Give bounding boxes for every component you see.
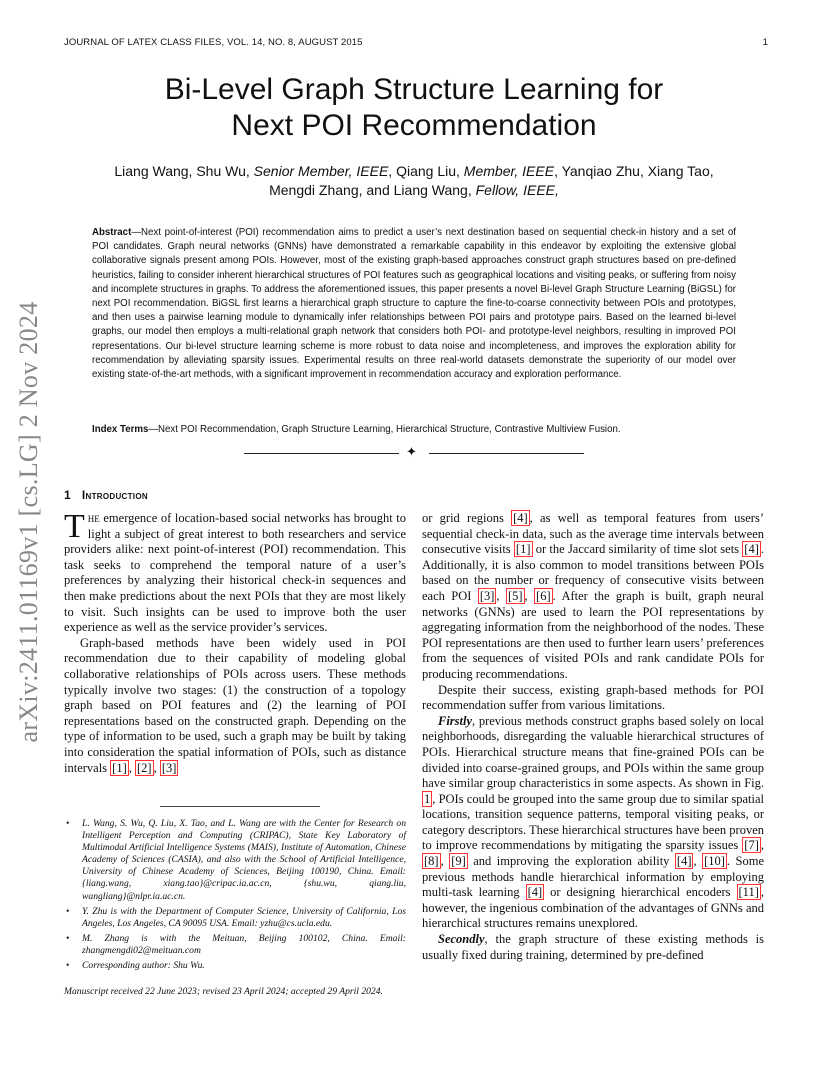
arxiv-stamp-text: arXiv:2411.01169v1 [cs.LG] 2 Nov 2024	[14, 301, 43, 743]
index-terms-label: Index Terms	[92, 424, 149, 435]
footnote-rule	[160, 806, 320, 807]
citation-link[interactable]: [4]	[676, 854, 692, 869]
manuscript-note: Manuscript received 22 June 2023; revised 23 April 2024; accepted 29 April 2024.	[64, 986, 383, 997]
section-heading	[64, 488, 148, 502]
paragraph-text: . After the graph is built, graph neural networks (GNNs) are used to learn the POI representations by aggregating information from the neighborhood of the nodes. These POI representations are then used to further learn users’ preferences from the sequences of visited POIs and rank candidate POIs for producing recommendations.	[422, 588, 765, 681]
separator-star-icon: ✦	[406, 445, 417, 460]
index-terms-text: —Next POI Recommendation, Graph Structure Learning, Hierarchical Structure, Contrastive Multiview Fusion.	[148, 424, 621, 435]
paragraph: Graph-based methods have been widely used in POI recommendation due to their capability of modeling global collaborative relationships of POIs across users. These methods typically involve two stages: (1) the construction of a topology graph based on POI features and (2) the learning of POI representations based on the constructed graph. Depending on the type of information to be used, such a graph may be built by taking into consideration the spatial information of POIs, such as distance intervals [1] , [2] , [3]	[64, 635, 406, 775]
citation-link[interactable]: [11]	[738, 885, 759, 900]
paper-title	[64, 72, 764, 144]
abstract	[92, 226, 736, 382]
paragraph-text: Despite their success, existing graph-based methods for POI recommendation suffer from various limitations.	[422, 682, 764, 713]
citation-link[interactable]: [2]	[137, 760, 152, 775]
citation-link[interactable]: [7]	[744, 838, 759, 853]
separator-line-left	[244, 453, 399, 454]
citation-link[interactable]: [8]	[424, 854, 439, 869]
drop-cap: T	[64, 508, 85, 545]
small-caps-word: he	[87, 511, 100, 525]
citation-link[interactable]: [1]	[515, 542, 531, 557]
page-number: 1	[762, 37, 768, 48]
citation-link[interactable]: [4]	[513, 511, 528, 525]
paragraph-text: or designing hierarchical encoders	[544, 885, 737, 900]
left-column	[64, 508, 406, 776]
citation-link[interactable]: [4]	[744, 542, 759, 557]
paragraph-text: , however, the ingenious combination of the advantages of GNNs and hierarchical structures remains unexplored.	[422, 885, 764, 931]
author-title: Fellow, IEEE,	[475, 182, 559, 198]
paragraph-text: , POIs could be grouped into the same group due to similar spatial locations, transition sequence patterns, temporal visiting peaks, or category descriptors. These hierarchical structures have been proven to improve recommendations by mitigating the sparsity issues	[422, 791, 764, 853]
paragraph-text: or the Jaccard similarity of time slot sets	[532, 542, 743, 557]
paragraph	[64, 508, 406, 636]
citation-link[interactable]: [3]	[479, 588, 495, 603]
abstract-text: —Next point-of-interest (POI) recommendation aims to predict a user’s next destination based on sequential check-in history and a set of POI candidates. Graph neural networks (GNNs) have demonstrated a remarkable capability in this endeavor by exploiting the extensive global collaborative signals present among POIs. However, most of the existing graph-based approaches construct graph structures based on pre-defined heuristics, failing to consider inherent hierarchical structures of POI features such as geographical locations and visiting peaks, or suffering from noisy and incomplete structures in graphs. To address the aforementioned issues, this paper presents a novel Bi-level Graph Structure Learning (BiGSL) for next POI recommendation. BiGSL first learns a hierarchical graph structure to capture the fine-to-coarse connectivity between POIs and prototypes, and then uses a pairwise learning module to dynamically infer relationships between POI pairs and prototype pairs. Based on the learned bi-level graphs, our model then employs a multi-relational graph network that considers both POI- and prototype-level neighbors, resulting in improved POI representations. Our bi-level structure learning scheme is more robust to data noise and incompleteness, and improves the exploration ability for recommendation by alleviating sparsity issues. Experimental results on three real-world datasets demonstrate the superiority of our model over existing state-of-the-art methods, with a significant improvement in recommendation accuracy and exploration performance.	[92, 227, 736, 381]
citation-link[interactable]: [3]	[161, 760, 177, 775]
lead-word: Secondly	[438, 932, 485, 947]
figure-link[interactable]: 1	[424, 791, 431, 806]
citation-link[interactable]: [4]	[527, 885, 543, 900]
paragraph-text: . Additionally, it is also common to model transitions between POIs based on the number or frequency of consecutive visits between each POI	[422, 542, 764, 603]
separator-line-right	[429, 453, 584, 454]
paragraph-text: , previous methods construct graphs based solely on local neighborhoods, disregarding the valuable hierarchical structures of POIs. Hierarchical structure means that fine-grained POIs can be divided into coarse-grained groups, and POIs within the same group have similar group characteristics in some aspects. As shown in Fig.	[422, 713, 764, 791]
footnotes	[64, 818, 406, 975]
author-title: Senior Member, IEEE	[253, 163, 389, 179]
section-number: 1	[64, 488, 71, 502]
authors-text: Liang Wang, Shu Wu,	[114, 163, 254, 179]
section-separator	[244, 445, 584, 460]
paragraph-text: , as well as temporal features from users’ sequential check-in data, such as the average time intervals between consecutive visits	[422, 511, 764, 557]
paragraph-text: or grid regions	[422, 511, 512, 525]
running-header	[64, 37, 768, 48]
footnote-item: • L. Wang, S. Wu, Q. Liu, X. Tao, and L. Wang are with the Center for Research on Intelligent Perception and Computing (CRIPAC), State Key Laboratory of Multimodal Artificial Intelligence Systems (MAIS), Institute of Automation, Chinese Academy of Sciences (CASIA), and also with the School of Artificial Intelligence, University of Chinese Academy of Sciences, Beijing 100190, China. Email: {liang.wang, xiang.tao}@cripac.ia.ac.cn, {shu.wu, qiang.liu, wangliang}@nlpr.ia.ac.cn.	[82, 818, 406, 903]
paragraph-text: , the graph structure of these existing methods is usually fixed during training, determined by pre-defined	[422, 932, 764, 962]
arxiv-stamp	[9, 287, 49, 757]
citation-link[interactable]: [6]	[536, 588, 551, 603]
footnote-item: • Y. Zhu is with the Department of Computer Science, University of California, Los Angeles, Los Angeles, CA 90095 USA. Email: yzhu@cs.ucla.edu.	[82, 906, 406, 930]
author-title: Member, IEEE	[463, 163, 555, 179]
citation-link[interactable]: [5]	[507, 588, 523, 603]
paragraph-text: emergence of location-based social networks has brought to light a subject of great interest to both researchers and service providers alike: next point-of-interest (POI) recommendation. This task seeks to comprehend the temporal nature of a user’s preferences by analyzing their historical check-in sequences and then make predictions about the next POIs that they are most likely to visit. Such insights can be used to improve both the user experience as well as the service provider’s services.	[64, 511, 406, 635]
footnote-item: • Corresponding author: Shu Wu.	[82, 960, 406, 972]
journal-name: JOURNAL OF LATEX CLASS FILES, VOL. 14, NO. 8, AUGUST 2015	[64, 37, 363, 48]
index-terms	[92, 423, 736, 437]
author-list	[64, 162, 764, 200]
title-line-2: Next POI Recommendation	[231, 109, 597, 142]
author-line-2	[64, 181, 764, 200]
right-column	[422, 511, 764, 963]
paragraph	[422, 683, 764, 714]
author-line-1	[64, 162, 764, 181]
title-line-1: Bi-Level Graph Structure Learning for	[164, 73, 664, 106]
citation-link[interactable]: [9]	[451, 854, 466, 869]
paragraph-text: and improving the exploration ability	[467, 854, 675, 869]
abstract-label: Abstract	[92, 227, 132, 238]
paragraph-text: . Some previous methods handle hierarchical information by employing multi-task learning	[422, 854, 764, 900]
section-title: Introduction	[81, 488, 148, 502]
paragraph: Firstly, previous methods construct graphs based solely on local neighborhoods, disregarding the valuable hierarchical structures of POIs. Hierarchical structure means that fine-grained POIs can be divided into coarse-grained groups, and POIs within the same group have similar group characteristics in some aspects. As shown in Fig. 1 , POIs could be grouped into the same group due to similar spatial locations, transition sequence patterns, temporal visiting peaks, or category descriptors. These hierarchical structures have been proven to improve recommendations by mitigating the sparsity issues [7] , [8] , [9] and improving the exploration ability [4] , [10] . Some previous methods handle hierarchical information by employing multi-task learning [4] or designing hierarchical encoders [11] , however, the ingenious combination of the advantages of GNNs and hierarchical structures remains unexplored.	[422, 713, 764, 931]
authors-text: Mengdi Zhang, and Liang Wang,	[269, 182, 476, 198]
paragraph: or grid regions [4] , as well as temporal features from users’ sequential check-in data, such as the average time intervals between consecutive visits [1] or the Jaccard similarity of time slot sets [4] . Additionally, it is also common to model transitions between POIs based on the number or frequency of consecutive visits between each POI [3] , [5] , [6] . After the graph is built, graph neural networks (GNNs) are used to learn the POI representations by aggregating information from the neighborhood of the nodes. These POI representations are then used to further learn users’ preferences from the sequences of visited POIs and rank candidate POIs for producing recommendations.	[422, 511, 765, 681]
authors-text: , Yanqiao Zhu, Xiang Tao,	[554, 163, 714, 179]
paragraph	[422, 932, 764, 963]
paragraph-text: Graph-based methods have been widely used in POI recommendation due to their capability of modeling global collaborative relationships of POIs across users. These methods typically involve two stages: (1) the construction of a topology graph based on POI features and (2) the learning of POI representations based on the constructed graph. Depending on the type of information to be used, such a graph may be built by taking into consideration the spatial information of POIs, such as distance intervals	[64, 635, 406, 775]
citation-link[interactable]: [1]	[112, 760, 127, 775]
lead-word: Firstly	[438, 713, 473, 728]
authors-text: , Qiang Liu,	[388, 163, 464, 179]
citation-link[interactable]: [10]	[704, 854, 725, 869]
footnote-item: • M. Zhang is with the Meituan, Beijing 100102, China. Email: zhangmengdi02@meituan.com	[82, 933, 406, 957]
